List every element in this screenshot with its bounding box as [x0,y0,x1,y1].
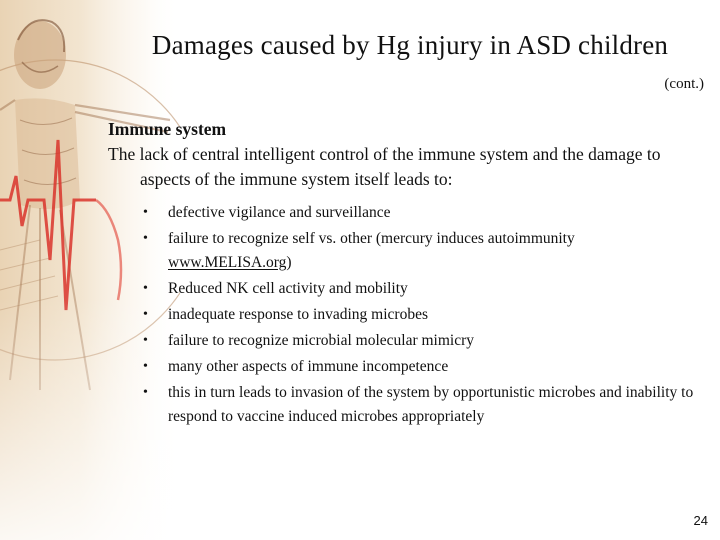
bullet-list [108,201,698,429]
intro-paragraph: The lack of central intelligent control of the immune system and the damage to aspects of the immune system itself leads to: [108,144,661,189]
bullet-icon: • [143,231,148,246]
bullet-text-end: ) [286,254,292,271]
bullet-text: Reduced NK cell activity and mobility [168,280,408,297]
melisa-link[interactable]: www.MELISA.org [168,254,287,271]
list-item [143,227,698,275]
bullet-text: failure to recognize microbial molecular mimicry [168,332,474,349]
bullet-text: failure to recognize self vs. other (mercury induces autoimmunity [168,230,575,247]
section-heading: Immune system [108,119,227,139]
bullet-icon: • [143,205,148,220]
bullet-icon: • [143,281,148,296]
list-item [143,329,698,353]
continuation-note: (cont.) [664,76,704,92]
slide-content [108,117,698,431]
bullet-text: many other aspects of immune incompetence [168,358,449,375]
list-item [143,201,698,225]
bullet-icon: • [143,385,148,400]
list-item [143,303,698,327]
list-item [143,355,698,379]
bullet-icon: • [143,333,148,348]
slide-title: Damages caused by Hg injury in ASD children [151,30,669,60]
bullet-icon: • [143,307,148,322]
bullet-text: this in turn leads to invasion of the system by opportunistic microbes and inability to respond to vaccine induced microbes appropriately [168,384,694,425]
bullet-text: inadequate response to invading microbes [168,306,428,323]
bullet-text: defective vigilance and surveillance [168,204,391,221]
bullet-icon: • [143,359,148,374]
list-item [143,381,698,429]
list-item [143,277,698,301]
page-number: 24 [693,513,708,528]
